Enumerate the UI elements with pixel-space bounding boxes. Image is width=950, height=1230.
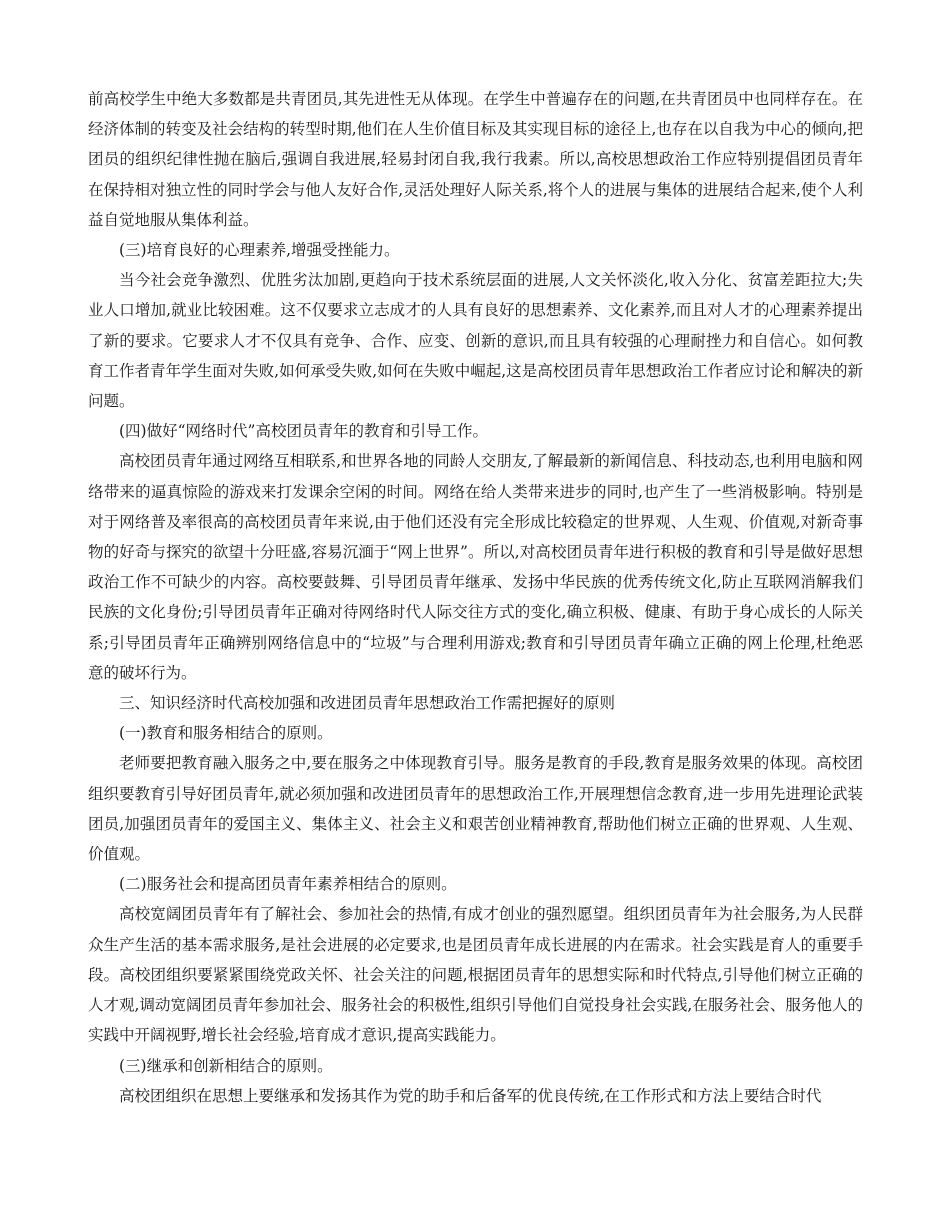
chapter-heading: 三、知识经济时代高校加强和改进团员青年思想政治工作需把握好的原则	[119, 694, 616, 713]
section-heading-2: (二)服务社会和提高团员青年素养相结合的原则。	[119, 875, 457, 894]
section-heading-3: (三)培育良好的心理素养,增强受挫能力。	[119, 241, 400, 260]
paragraph: 老师要把教育融入服务之中,要在服务之中体现教育引导。服务是教育的手段,教育是服务效果的体现。高校团组织要教育引导好团员青年,就必须加强和改进团员青年的思想政治工作,开展理想信念教育,进一步用先进理论武装团员,加强团员青年的爱国主义、集体主义、社会主义和艰苦创业精神教育,帮助他们树立正确的世界观、人生观、价值观。	[88, 754, 863, 864]
section-heading-4: (四)做好“网络时代”高校团员青年的教育和引导工作。	[119, 422, 488, 441]
paragraph: 高校宽阔团员青年有了解社会、参加社会的热情,有成才创业的强烈愿望。组织团员青年为社会服务,为人民群众生产生活的基本需求服务,是社会进展的必定要求,也是团员青年成长进展的内在需求。社会实践是育人的重要手段。高校团组织要紧紧围绕党政关怀、社会关注的问题,根据团员青年的思想实际和时代特点,引导他们树立正确的人才观,调动宽阔团员青年参加社会、服务社会的积极性,组织引导他们自觉投身社会实践,在服务社会、服务他人的实践中开阔视野,增长社会经验,培育成才意识,提高实践能力。	[88, 905, 863, 1045]
paragraph: 当今社会竞争激烈、优胜劣汰加剧,更趋向于技术系统层面的进展,人文关怀淡化,收入分化、贫富差距拉大;失业人口增加,就业比较困难。这不仅要求立志成才的人具有良好的思想素养、文化素养,而且对人才的心理素养提出了新的要求。它要求人才不仅具有竞争、合作、应变、创新的意识,而且具有较强的心理耐挫力和自信心。如何教育工作者青年学生面对失败,如何承受失败,如何在失败中崛起,这是高校团员青年思想政治工作者应讨论和解决的新问题。	[88, 271, 863, 411]
section-heading-3b: (三)继承和创新相结合的原则。	[119, 1056, 333, 1075]
paragraph-continuation: 前高校学生中绝大多数都是共青团员,其先进性无从体现。在学生中普遍存在的问题,在共青团员中也同样存在。在经济体制的转变及社会结构的转型时期,他们在人生价值目标及其实现目标的途径上,也存在以自我为中心的倾向,把团员的组织纪律性抛在脑后,强调自我进展,轻易封闭自我,我行我素。所以,高校思想政治工作应特别提倡团员青年在保持相对独立性的同时学会与他人友好合作,灵活处理好人际关系,将个人的进展与集体的进展结合起来,使个人利益自觉地服从集体利益。	[88, 90, 863, 229]
section-heading-1: (一)教育和服务相结合的原则。	[119, 724, 333, 743]
paragraph: 高校团员青年通过网络互相联系,和世界各地的同龄人交朋友,了解最新的新闻信息、科技动态,也利用电脑和网络带来的逼真惊险的游戏来打发课余空闲的时间。网络在给人类带来进步的同时,也产生了一些消极影响。特别是对于网络普及率很高的高校团员青年来说,由于他们还没有完全形成比较稳定的世界观、人生观、价值观,对新奇事物的好奇与探究的欲望十分旺盛,容易沉湎于“网上世界”。所以,对高校团员青年进行积极的教育和引导是做好思想政治工作不可缺少的内容。高校要鼓舞、引导团员青年继承、发扬中华民族的优秀传统文化,防止互联网消解我们民族的文化身份;引导团员青年正确对待网络时代人际交往方式的变化,确立积极、健康、有助于身心成长的人际关系;引导团员青年正确辨别网络信息中的“垃圾”与合理利用游戏;教育和引导团员青年确立正确的网上伦理,杜绝恶意的破坏行为。	[88, 452, 863, 682]
document-page	[88, 84, 863, 1111]
paragraph-truncated: 高校团组织在思想上要继承和发扬其作为党的助手和后备军的优良传统,在工作形式和方法上要结合时代	[119, 1086, 822, 1105]
